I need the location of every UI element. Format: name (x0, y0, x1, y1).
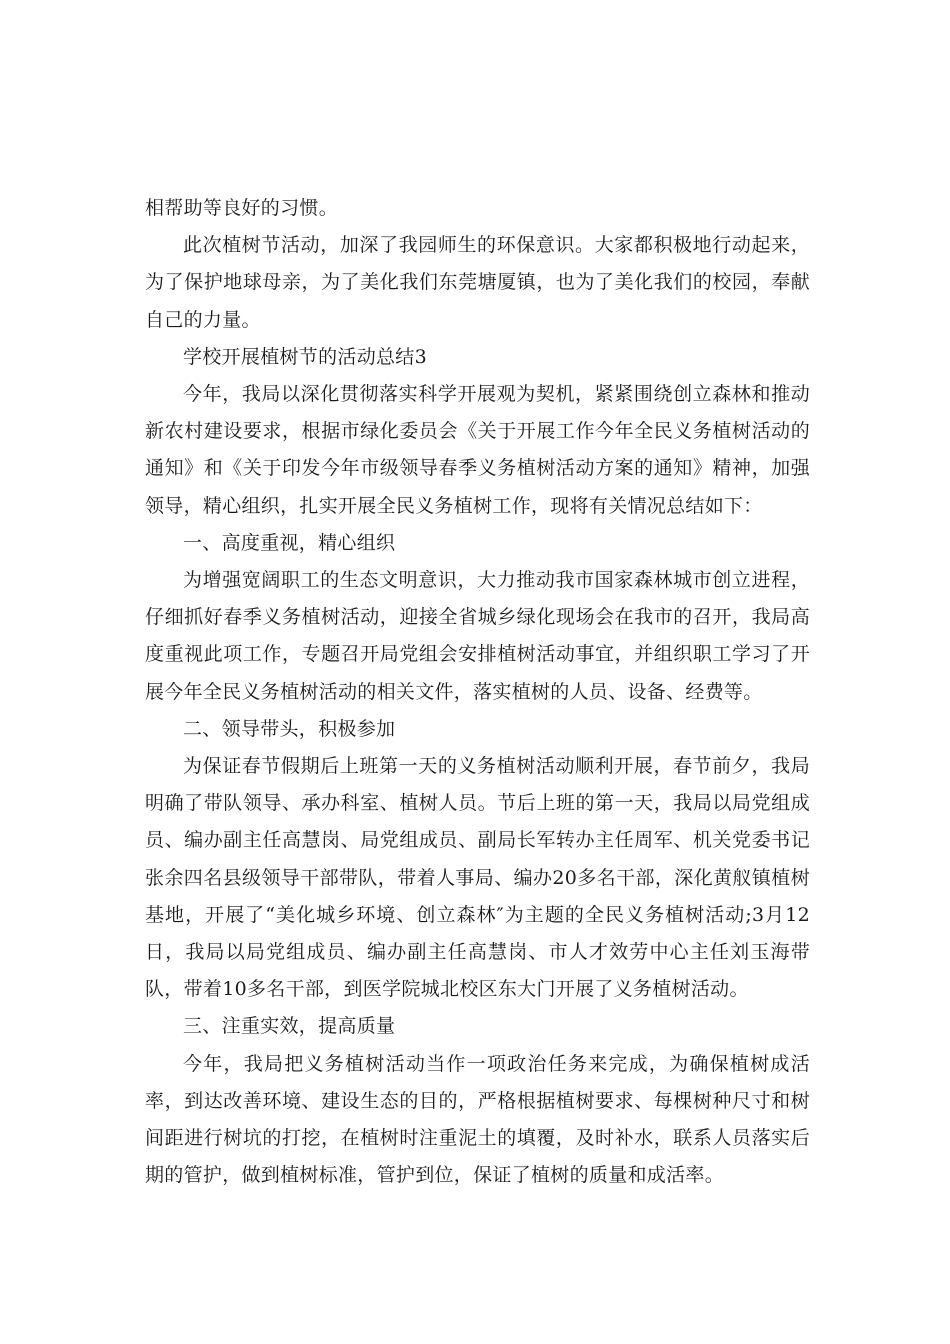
paragraph-continuation: 相帮助等良好的习惯。 (145, 197, 339, 219)
paragraph-2: 为保证春节假期后上班第一天的义务植树活动顺利开展，春节前夕，我局明确了带队领导、承办科室、植树人员。节后上班的第一天，我局以局党组成员、编办副主任高慧岗、局党组成员、副局长军转办主任周军、机关党委书记张余四名县级领导干部带队，带着人事局、编办20多名干部，深化黄舣镇植树基地，开展了“美化城乡环境、创立森林″为主题的全民义务植树活动;3月12日，我局以局党组成员、编办副主任高慧岗、市人才效劳中心主任刘玉海带队，带着10多名干部，到医学院城北校区东大门开展了义务植树活动。 (145, 755, 810, 1001)
paragraph-activity-summary: 此次植树节活动，加深了我园师生的环保意识。大家都积极地行动起来，为了保护地球母亲，为了美化我们东莞塘厦镇，也为了美化我们的校园，奉献自己的力量。 (145, 234, 810, 331)
paragraph-1: 为增强宽阔职工的生态文明意识，大力推动我市国家森林城市创立进程，仔细抓好春季义务植树活动，迎接全省城乡绿化现场会在我市的召开，我局高度重视此项工作，专题召开局党组会安排植树活动事宜，并组织职工学习了开展今年全民义务植树活动的相关文件，落实植树的人员、设备、经费等。 (145, 569, 810, 703)
heading-3: 三、注重实效，提高质量 (183, 1015, 396, 1038)
paragraph-intro: 今年，我局以深化贯彻落实科学开展观为契机，紧紧围绕创立森林和推动新农村建设要求，根据市绿化委员会《关于开展工作今年全民义务植树活动的通知》和《关于印发今年市级领导春季义务植树活动方案的通知》精神，加强领导，精心组织，扎实开展全民义务植树工作，现将有关情况总结如下： (145, 383, 810, 517)
section-title: 学校开展植树节的活动总结3 (183, 345, 427, 368)
heading-2: 二、领导带头，积极参加 (183, 717, 396, 740)
heading-1: 一、高度重视，精心组织 (183, 531, 396, 554)
paragraph-3: 今年，我局把义务植树活动当作一项政治任务来完成，为确保植树成活率，到达改善环境、建设生态的目的，严格根据植树要求、每棵树种尺寸和树间距进行树坑的打挖，在植树时注重泥土的填覆，及时补水，联系人员落实后期的管护，做到植树标准，管护到位，保证了植树的质量和成活率。 (145, 1052, 810, 1187)
document-body (145, 190, 810, 1194)
